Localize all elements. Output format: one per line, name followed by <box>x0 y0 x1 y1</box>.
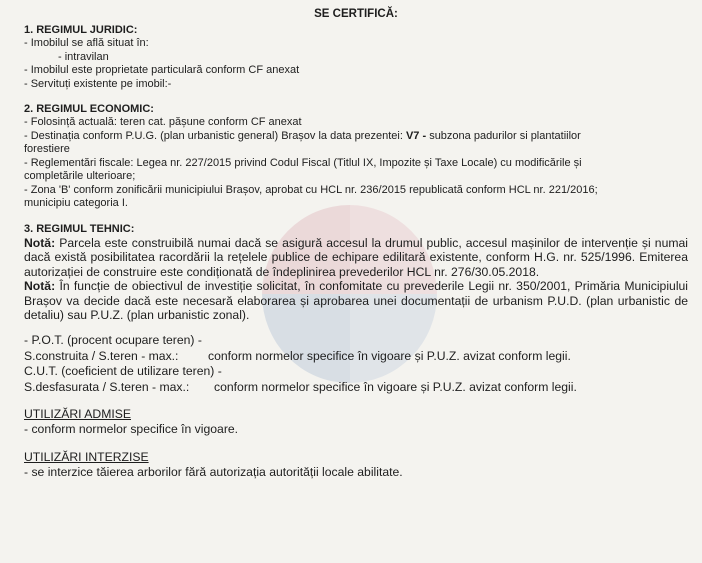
pot-ratio <box>24 349 688 365</box>
text-line: - se interzice tăierea arborilor fără autorizația autorității locale abilitate. <box>24 464 403 479</box>
nota-text: În funcție de obiectivul de investiție solicitat, în confomitate cu prevederile Legii nr. 350/2001, Primăria Municipiului Brașov va decide dacă este necesară elaborarea și aprobarea unei documentații de urbanism P.U.D. (plan urbanistic de detaliu) sau P.U.Z. (plan urbanistic zonal). <box>24 279 689 323</box>
section-title: 2. REGIMUL ECONOMIC: <box>24 103 154 115</box>
text-fragment: subzona padurilor si plantatiilor <box>429 129 581 142</box>
document-title: SE CERTIFICĂ: <box>314 8 398 20</box>
cut-ratio <box>24 380 688 396</box>
section-regim-juridic <box>24 24 688 91</box>
zone-code: V7 - <box>405 129 427 142</box>
nota-text: Parcela este construibilă numai dacă se asigură accesul la drumul public, accesul mașinilor de intervenție și numai dacă există posibilitatea racordării la rețelele publice de echipare edilitară existente, conform H.G. nr. 525/1996. Emiterea autorizației de construire este condiționată de îndeplinirea prevederilor HCL nr. 276/30.05.2018. <box>24 235 688 279</box>
section-title: 3. REGIMUL TEHNIC: <box>24 222 135 235</box>
cut-ratio-label: S.desfasurata / S.teren - max.: <box>24 379 190 394</box>
text-line: - Zona 'B' conform zonificării municipiului Brașov, aprobat cu HCL nr. 236/2015 republicată conform HCL nr. 221/2016; <box>24 183 598 196</box>
text-line: - Servituți existente pe imobil:- <box>24 77 172 90</box>
section-title: 1. REGIMUL JURIDIC: <box>24 24 138 36</box>
section-utilizari-interzise <box>24 450 688 481</box>
section-title: UTILIZĂRI INTERZISE <box>24 449 149 464</box>
text-line: forestiere <box>24 143 70 155</box>
text-line: - Imobilul este proprietate particulară conform CF anexat <box>24 64 300 76</box>
text-fragment: - Destinația conform P.U.G. (plan urbanistic general) Brașov la data prezentei: <box>24 129 403 142</box>
pot-ratio-value: conform normelor specifice în vigoare și P.U.Z. avizat conform legii. <box>208 348 571 363</box>
section-regim-economic <box>24 103 688 211</box>
text-line: - Imobilul se află situat în: <box>24 37 149 49</box>
text-line: - Folosință actuală: teren cat. pășune conform CF anexat <box>24 116 302 128</box>
text-line: municipiu categoria I. <box>24 197 128 209</box>
nota-label: Notă: <box>24 279 56 294</box>
text-line: - Reglementări fiscale: Legea nr. 227/2015 privind Codul Fiscal (Titlul IX, Impozite și Taxe Locale) cu modificările și <box>24 156 582 169</box>
text-line <box>24 130 688 144</box>
cut-ratio-value: conform normelor specifice în vigoare și P.U.Z. avizat conform legii. <box>214 379 577 394</box>
nota-paragraph <box>24 236 688 280</box>
pot-label: - P.O.T. (procent ocupare teren) - <box>24 333 202 348</box>
nota-paragraph <box>24 279 688 323</box>
section-utilizari-admise <box>24 407 688 438</box>
cut-label: C.U.T. (coeficient de utilizare teren) - <box>24 364 222 379</box>
text-line: - intravilan <box>58 50 109 63</box>
pot-ratio-label: S.construita / S.teren - max.: <box>24 348 179 363</box>
text-line: completările ulterioare; <box>24 170 136 182</box>
section-regim-tehnic <box>24 223 688 396</box>
text-line: - conform normelor specifice în vigoare. <box>24 422 239 437</box>
nota-label: Notă: <box>24 235 56 250</box>
section-title: UTILIZĂRI ADMISE <box>24 407 131 422</box>
